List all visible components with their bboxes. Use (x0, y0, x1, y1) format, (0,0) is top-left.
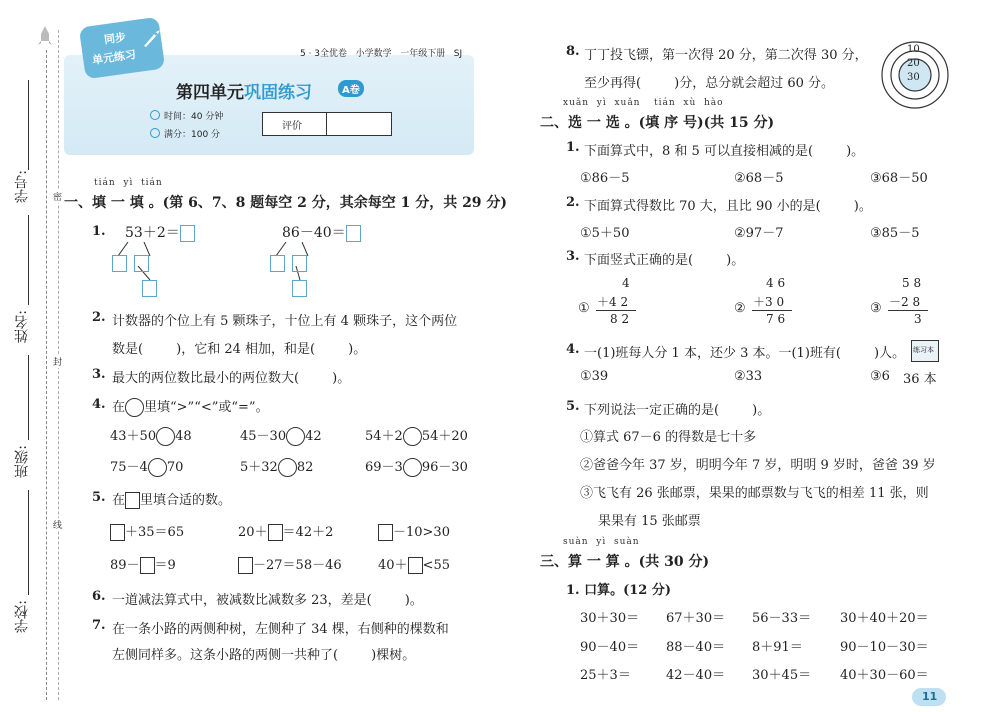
compare-item (240, 425, 322, 446)
student-id-blank[interactable] (28, 80, 29, 170)
q4-post: 里填“>”“<”或“=”。 (144, 400, 269, 415)
q7-line1: 在一条小路的两侧种树，左侧种了 34 棵，右侧种的棵数和 (112, 622, 449, 637)
seal-mark-mi: 密 (53, 190, 62, 203)
vcalc-label-2[interactable]: ② (734, 301, 746, 316)
vcalc-label-3[interactable]: ③ (870, 301, 882, 316)
vcalc-1-line (596, 310, 636, 311)
q1-right-text: 86－40＝ (282, 225, 346, 241)
name-label: 姓名: (14, 310, 30, 343)
s2q4-opt[interactable]: ②33 (734, 369, 763, 384)
s2q5-opt[interactable]: ③飞飞有 26 张邮票，果果的邮票数与飞飞的相差 11 张，则 (580, 486, 929, 501)
school-blank[interactable] (28, 490, 29, 595)
q3-num: 3. (92, 367, 106, 382)
time-limit: 时间：40 分钟 (164, 112, 224, 122)
vcalc-2-mid: ＋3 0 (753, 295, 785, 309)
fill-box[interactable] (408, 557, 423, 574)
q8-num: 8. (566, 44, 580, 59)
s2q4-opt[interactable]: ①39 (580, 369, 609, 384)
s2q2-opt[interactable]: ②97－7 (734, 226, 784, 241)
class-label: 班级: (14, 445, 30, 478)
school-label: 学校: (14, 600, 30, 633)
s2q5-opt[interactable]: ①算式 67－6 的得数是七十多 (580, 430, 757, 445)
q4-prompt (112, 396, 269, 417)
calc-cell[interactable]: 30＋40＋20＝ (840, 611, 929, 626)
result-box[interactable] (142, 280, 157, 297)
compare-circle[interactable] (278, 458, 297, 477)
compare-item (110, 456, 183, 477)
sec2-heading: 二、选 一 选 。(填 序 号)(共 15 分) (540, 115, 775, 131)
vcalc-3-line (888, 310, 928, 311)
fill-text: 20＋ (238, 525, 268, 540)
compare-left: 45－30 (240, 429, 287, 444)
notebook-label: 练习本 (913, 346, 934, 354)
compare-right: 82 (296, 460, 314, 475)
rocket-icon (38, 26, 52, 46)
fill-text: ＋35＝65 (125, 525, 185, 540)
fill-item (378, 554, 450, 574)
q5-pre: 在 (112, 493, 126, 508)
target-ring-10: 10 (907, 44, 920, 55)
vcalc-2-bot: 7 6 (766, 312, 786, 326)
s2q4-opt[interactable]: ③6 (870, 369, 890, 384)
calc-cell[interactable]: 8＋91＝ (752, 640, 803, 655)
s2q5-num: 5. (566, 399, 580, 414)
q5-prompt (112, 489, 231, 509)
title-practice: 巩固练习 (244, 83, 312, 103)
s2q1-text: 下面算式中，8 和 5 可以直接相减的是( )。 (584, 144, 865, 159)
compare-circle[interactable] (403, 458, 422, 477)
sec3-heading: 三、算 一 算 。(共 30 分) (540, 554, 710, 570)
square-symbol-icon (125, 492, 140, 509)
fill-text: －10>30 (393, 525, 450, 540)
q2-line1: 计数器的个位上有 5 颗珠子，十位上有 4 颗珠子，这个两位 (112, 314, 458, 329)
compare-left: 5＋32 (240, 460, 278, 475)
fill-box[interactable] (140, 557, 155, 574)
fill-box[interactable] (268, 524, 283, 541)
q3-text: 最大的两位数比最小的两位数大( )。 (112, 371, 351, 386)
q4-num: 4. (92, 397, 106, 412)
fill-text: 89－ (110, 558, 140, 573)
seal-mark-xian: 线 (53, 518, 62, 531)
compare-right: 42 (305, 429, 322, 444)
title-unit: 第四单元 (176, 83, 244, 103)
fill-item (238, 554, 342, 574)
s2q1-opt[interactable]: ②68－5 (734, 171, 784, 186)
s2q5-opt-cont: 果果有 15 张邮票 (598, 514, 701, 529)
calc-cell[interactable]: 90－10－30＝ (840, 640, 929, 655)
page-title (176, 78, 312, 103)
circle-symbol-icon (125, 398, 144, 417)
compare-circle[interactable] (156, 427, 175, 446)
rocket-badge-icon (140, 26, 164, 50)
vcalc-3-mid: －2 8 (889, 295, 921, 309)
calc-cell[interactable]: 67＋30＝ (666, 611, 726, 626)
s2q2-text: 下面算式得数比 70 大，且比 90 小的是( )。 (584, 199, 872, 214)
calc-cell[interactable]: 40＋30－60＝ (840, 668, 929, 683)
q2-line2: 数是( )，它和 24 相加，和是( )。 (112, 342, 367, 357)
vcalc-label-1[interactable]: ① (578, 301, 590, 316)
seal-mark-feng: 封 (53, 355, 62, 368)
q8-line2: 至少再得( )分，总分就会超过 60 分。 (584, 76, 835, 91)
badge-line-2: 单元练习 (91, 47, 137, 67)
vcalc-2-top: 4 6 (766, 276, 786, 290)
full-score: 满分：100 分 (164, 130, 221, 140)
split-box[interactable] (134, 255, 149, 272)
split-box[interactable] (292, 255, 307, 272)
target-ring-30: 30 (907, 72, 920, 83)
calc-cell[interactable]: 42－40＝ (666, 668, 726, 683)
q1-num: 1. (92, 224, 106, 239)
q6-text: 一道减法算式中，被减数比减数多 23，差是( )。 (112, 593, 423, 608)
compare-right: 96－30 (421, 460, 468, 475)
s2q4-num: 4. (566, 342, 580, 357)
vcalc-1-bot: 8 2 (610, 312, 630, 326)
q1-left-tree (108, 242, 168, 302)
answer-box[interactable] (180, 225, 195, 242)
book-meta: 5 · 3全优卷 小学数学 一年级下册 SJ (300, 49, 463, 59)
compare-item (110, 425, 192, 446)
answer-box[interactable] (346, 225, 361, 242)
compare-circle[interactable] (403, 427, 422, 446)
sec1-heading: 一、填 一 填 。(第 6、7、8 题每空 2 分，其余每空 1 分，共 29 分) (64, 195, 508, 211)
calc-cell[interactable]: 56－33＝ (752, 611, 812, 626)
s2q5-opt[interactable]: ②爸爸今年 37 岁，明明今年 7 岁，明明 9 岁时，爸爸 39 岁 (580, 458, 936, 473)
vcalc-3-bot: 3 (914, 312, 922, 326)
name-blank[interactable] (28, 215, 29, 305)
result-box[interactable] (292, 280, 307, 297)
fill-text: －27＝58－46 (253, 558, 342, 573)
compare-left: 54＋2 (365, 429, 403, 444)
binding-line-dashed (46, 50, 47, 700)
class-blank[interactable] (28, 355, 29, 440)
vcalc-1-top: 4 (622, 276, 630, 290)
compare-right: 70 (166, 460, 184, 475)
q5-num: 5. (92, 490, 106, 505)
version-tag: A卷 (338, 80, 364, 97)
q5-post: 里填合适的数。 (140, 493, 232, 508)
q6-num: 6. (92, 589, 106, 604)
s2q5-text: 下列说法一定正确的是( )。 (584, 403, 771, 418)
vcalc-2-line (752, 310, 792, 311)
s2q4-text: 一(1)班每人分 1 本，还少 3 本。一(1)班有( )人。 (584, 346, 906, 361)
student-id-label: 学号: (14, 170, 30, 203)
calc-cell[interactable]: 25＋3＝ (580, 668, 631, 683)
badge-line-1: 同步 (103, 30, 127, 47)
page-number: 11 (922, 690, 938, 703)
sec2-pinyin-2: tián xù hào (654, 98, 724, 108)
q7-num: 7. (92, 618, 106, 633)
q1-left-expr (125, 222, 195, 242)
split-box[interactable] (270, 255, 285, 272)
s2q1-num: 1. (566, 140, 580, 155)
q8-line1: 丁丁投飞镖，第一次得 20 分，第二次得 30 分， (584, 48, 868, 63)
fill-item (110, 521, 184, 541)
s2q1-opt[interactable]: ①86－5 (580, 171, 630, 186)
calc-cell[interactable]: 30＋45＝ (752, 668, 812, 683)
clock-icon (150, 110, 160, 120)
eval-divider (326, 112, 327, 136)
target-ring-20: 20 (907, 58, 920, 69)
fill-box[interactable] (238, 557, 253, 574)
notebook-count: 36 本 (903, 372, 937, 387)
vcalc-3-top: 5 8 (902, 276, 922, 290)
q7-line2: 左侧同样多。这条小路的两侧一共种了( )棵树。 (112, 648, 416, 663)
q1-right-expr (282, 222, 361, 242)
vcalc-1-mid: ＋4 2 (597, 295, 629, 309)
fill-text: ＝9 (154, 558, 176, 573)
s2q1-opt[interactable]: ③68－50 (870, 171, 928, 186)
q4-pre: 在 (112, 400, 126, 415)
fill-box[interactable] (110, 524, 125, 541)
calc-cell[interactable]: 88－40＝ (666, 640, 726, 655)
fill-text: <55 (422, 558, 450, 573)
fill-box[interactable] (378, 524, 393, 541)
s2q3-text: 下面竖式正确的是( )。 (584, 253, 745, 268)
fill-text: 40＋ (378, 558, 408, 573)
sec2-pinyin-1: xuǎn yì xuǎn (563, 98, 641, 108)
check-icon (150, 128, 160, 138)
calc-cell[interactable]: 30＋30＝ (580, 611, 640, 626)
s2q3-num: 3. (566, 249, 580, 264)
split-box[interactable] (112, 255, 127, 272)
compare-item (365, 456, 468, 477)
q1-left-text: 53＋2＝ (125, 225, 180, 241)
compare-left: 69－3 (365, 460, 403, 475)
compare-circle[interactable] (148, 458, 167, 477)
evaluation-label: 评价 (282, 121, 302, 132)
q2-num: 2. (92, 310, 106, 325)
s2q2-opt[interactable]: ③85－5 (870, 226, 920, 241)
fill-item (378, 521, 450, 541)
fill-text: ＝42＋2 (282, 525, 334, 540)
s2q2-opt[interactable]: ①5＋50 (580, 226, 630, 241)
sec3-q1: 1. 口算。(12 分) (566, 583, 672, 598)
compare-left: 75－4 (110, 460, 148, 475)
compare-right: 48 (175, 429, 192, 444)
fill-item (238, 521, 333, 541)
sec3-pinyin: suàn yì suàn (563, 537, 640, 547)
compare-item (365, 425, 468, 446)
calc-cell[interactable]: 90－40＝ (580, 640, 640, 655)
sec1-pinyin: tián yì tián (94, 178, 163, 188)
compare-circle[interactable] (286, 427, 305, 446)
fill-item (110, 554, 176, 574)
compare-item (240, 456, 313, 477)
compare-right: 54＋20 (421, 429, 468, 444)
compare-left: 43＋50 (110, 429, 157, 444)
s2q2-num: 2. (566, 195, 580, 210)
